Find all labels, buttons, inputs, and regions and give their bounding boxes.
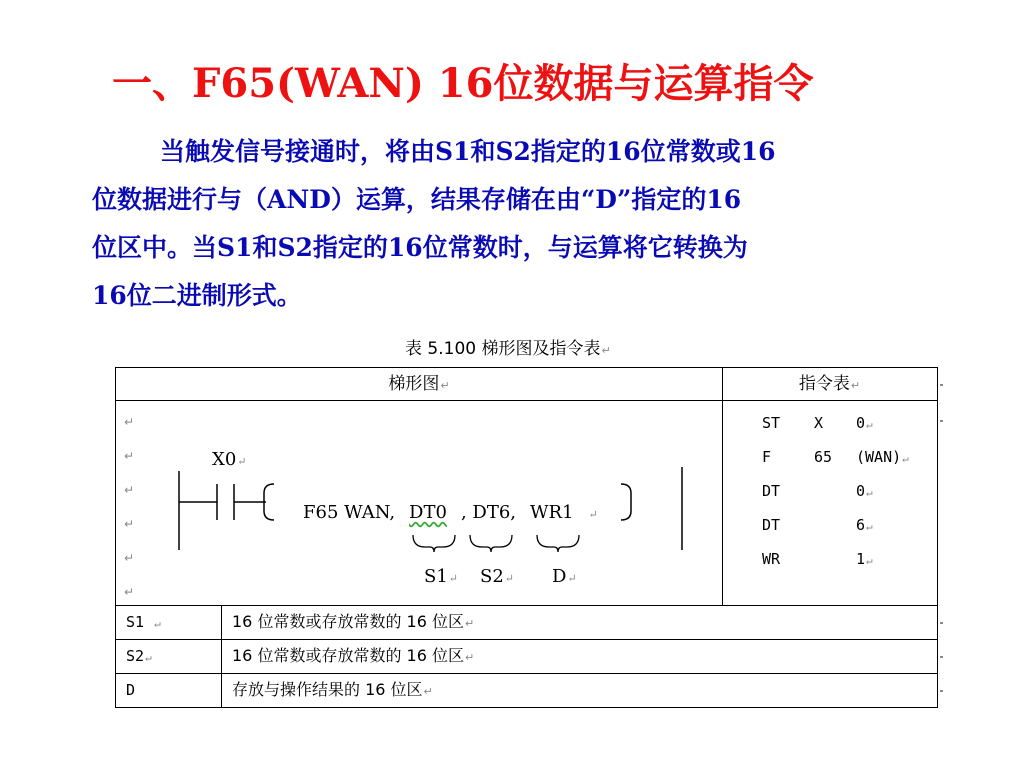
instruction-arg-value: 0 (856, 482, 866, 500)
paragraph-line: 16位二进制形式。 (92, 281, 302, 310)
paragraph-line: 当触发信号接通时，将由S1和S2指定的16位常数或16 (160, 137, 776, 166)
instruction-arg (856, 514, 873, 538)
end-of-row-mark (940, 622, 943, 624)
return-mark-icon: ↵ (145, 651, 152, 664)
return-mark-icon: ↵ (448, 572, 459, 585)
return-mark-icon: ↵ (237, 455, 247, 468)
return-mark-icon: ↵ (423, 685, 433, 698)
instruction-header (722, 368, 937, 400)
return-mark-icon: ↵ (124, 483, 135, 497)
ladder-instruction (303, 502, 612, 523)
instruction-op: F65 WAN, (303, 502, 396, 523)
s1-label-text: S1 (424, 566, 448, 587)
s1-label (424, 566, 458, 587)
description-paragraph (92, 128, 962, 320)
param-desc (232, 639, 474, 675)
return-mark-icon: ↵ (567, 572, 577, 585)
instruction-arg (856, 548, 873, 572)
param-desc-text: 16 位常数或存放常数的 16 位区 (232, 612, 464, 631)
return-mark-icon: ↵ (124, 449, 135, 463)
return-mark-icon: ↵ (504, 572, 515, 585)
instruction-header-label: 指令表 (798, 374, 850, 394)
param-name-text: S2 (126, 647, 145, 665)
param-row (116, 673, 937, 707)
instruction-op: ST (762, 414, 781, 432)
end-of-row-mark (940, 690, 943, 692)
param-desc (232, 673, 433, 709)
param-name (126, 639, 152, 675)
paragraph-line: 位数据进行与（AND）运算，结果存储在由“D”指定的16 (92, 185, 742, 214)
operand-s1: DT0 (409, 502, 447, 523)
return-mark-icon: ↵ (464, 617, 475, 630)
return-mark-icon: ↵ (850, 379, 861, 392)
s2-label-text: S2 (480, 566, 504, 587)
s2-label (480, 566, 514, 587)
return-mark-icon: ↵ (464, 651, 475, 664)
return-mark-icon: ↵ (124, 585, 135, 599)
ladder-header-label: 梯形图 (388, 374, 440, 394)
return-mark-icon: ↵ (601, 344, 611, 357)
contact-label (212, 449, 247, 470)
d-label (552, 566, 577, 587)
caption-text: 表 5.100 梯形图及指令表 (405, 339, 601, 359)
instruction-arg (856, 480, 873, 504)
param-row (116, 639, 937, 673)
instruction-arg: X (814, 414, 824, 432)
param-desc-text: 16 位常数或存放常数的 16 位区 (232, 646, 464, 665)
param-desc (232, 605, 474, 641)
param-name-text: S1 (126, 613, 145, 631)
operand-d: WR1 (530, 502, 574, 523)
d-brace (537, 535, 579, 552)
ladder-header (116, 368, 722, 400)
end-of-row-mark (940, 384, 943, 386)
operand-s2: , DT6, (460, 502, 516, 523)
instruction-arg-value: 1 (856, 550, 866, 568)
return-mark-icon: ↵ (866, 486, 873, 499)
return-mark-icon: ↵ (440, 379, 450, 392)
end-of-row-mark (940, 656, 943, 658)
instruction-arg-value: 6 (856, 516, 866, 534)
ladder-instruction-table (115, 367, 938, 708)
instruction-arg (856, 446, 909, 470)
d-label-text: D (552, 566, 567, 587)
return-mark-icon: ↵ (124, 415, 135, 429)
slide-title: 一、F65(WAN) 16位数据与运算指令 (112, 60, 814, 107)
return-mark-icon: ↵ (154, 617, 161, 630)
return-mark-icon: ↵ (124, 551, 135, 565)
param-name: D (126, 681, 136, 699)
instruction-op: WR (762, 550, 781, 568)
param-row (116, 605, 937, 639)
instruction-arg-value: 0 (856, 414, 866, 432)
param-name (126, 605, 161, 641)
s2-brace (470, 535, 512, 552)
contact-label-text: X0 (212, 449, 237, 470)
table-caption (405, 338, 665, 362)
table-divider (722, 368, 723, 605)
return-mark-icon: ↵ (124, 517, 135, 531)
param-desc-text: 存放与操作结果的 16 位区 (232, 680, 423, 699)
return-mark-icon: ↵ (866, 520, 873, 533)
end-of-row-mark (940, 420, 943, 422)
instruction-op: DT (762, 516, 781, 534)
s1-brace (413, 535, 455, 552)
return-mark-icon: ↵ (588, 508, 598, 521)
instruction-op: DT (762, 482, 781, 500)
return-mark-icon: ↵ (866, 554, 873, 567)
ladder-diagram (116, 400, 722, 605)
instruction-arg: 65 (814, 448, 833, 466)
instruction-arg-value: (WAN) (856, 448, 902, 466)
return-mark-icon: ↵ (866, 418, 873, 431)
instruction-close-bracket (621, 484, 631, 520)
return-mark-icon: ↵ (902, 452, 909, 465)
instruction-op: F (762, 448, 772, 466)
paragraph-line: 位区中。当S1和S2指定的16位常数时，与运算将它转换为 (92, 233, 748, 262)
instruction-arg (856, 412, 873, 436)
